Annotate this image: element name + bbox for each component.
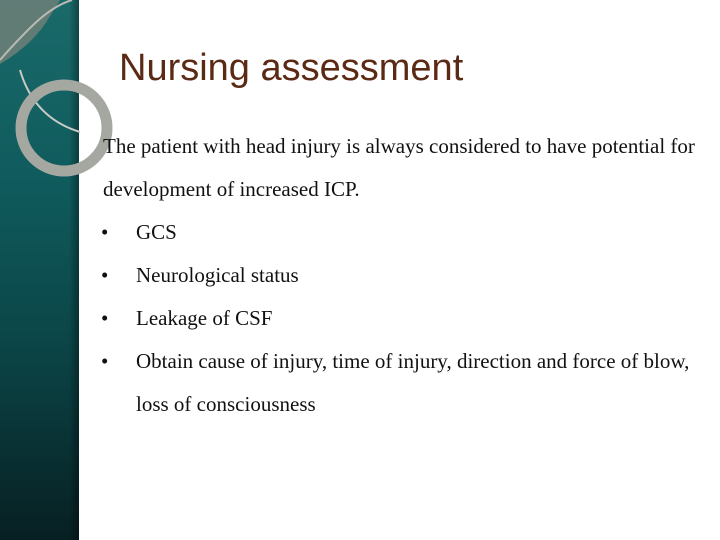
slide-title: Nursing assessment [119,47,464,89]
bullet-list [100,211,700,426]
bullet-dot: • [101,220,109,244]
bullet-dot: • [101,349,109,373]
bullet-text: Obtain cause of injury, time of injury, direction and force of blow, loss of consciousness [136,349,690,416]
bullet-dot: • [101,306,109,330]
bullet-text: GCS [136,220,177,244]
decorative-circles [0,0,120,200]
ring-shape [21,85,107,171]
bullet-dot: • [101,263,109,287]
bullet-item [100,211,700,254]
bullet-item [100,254,700,297]
bullet-item [100,297,700,340]
bullet-item [100,340,700,426]
bullet-text: Leakage of CSF [136,306,273,330]
intro-paragraph: The patient with head injury is always considered to have potential for development of increased ICP. [103,134,695,201]
bullet-text: Neurological status [136,263,299,287]
